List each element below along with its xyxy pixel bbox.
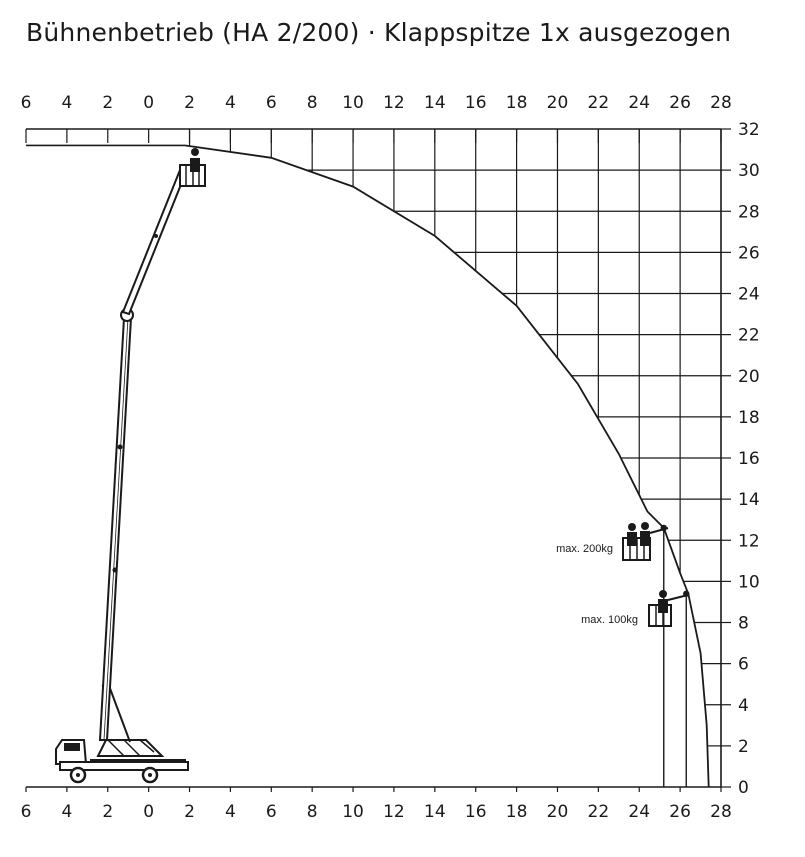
x-tick-label-top: 4: [224, 93, 236, 113]
y-tick-label: 22: [738, 325, 760, 346]
x-tick-label-top: 4: [61, 93, 73, 113]
load-limit-label: max. 100kg: [581, 614, 638, 626]
grid: [190, 129, 721, 746]
y-tick-label: 28: [738, 202, 760, 223]
x-tick-label-bottom: 26: [669, 802, 691, 822]
y-tick-label: 26: [738, 243, 760, 264]
page-title: Bühnenbetrieb (HA 2/200) · Klappspitze 1x ausgezogen: [26, 18, 732, 47]
x-tick-label-bottom: 20: [546, 802, 569, 822]
y-tick-label: 4: [738, 695, 749, 716]
truck-platform-illustration: [56, 148, 205, 782]
x-tick-label-top: 6: [265, 93, 277, 113]
x-tick-label-top: 6: [20, 93, 32, 113]
x-tick-label-bottom: 4: [61, 802, 73, 822]
y-tick-label: 16: [738, 449, 760, 469]
load-limit-point: [661, 525, 667, 531]
x-tick-label-bottom: 2: [184, 802, 195, 822]
x-tick-label-bottom: 24: [628, 802, 651, 822]
x-tick-label-top: 18: [505, 93, 528, 113]
x-tick-label-top: 24: [628, 93, 651, 113]
x-tick-label-bottom: 0: [143, 802, 155, 822]
x-tick-label-bottom: 28: [710, 802, 732, 822]
frame: [26, 129, 731, 792]
y-tick-label: 6: [738, 654, 749, 675]
x-tick-label-bottom: 6: [20, 802, 32, 822]
x-tick-label-top: 2: [184, 93, 195, 113]
working-envelope: [185, 146, 708, 788]
x-tick-label-top: 2: [102, 93, 114, 113]
y-tick-label: 18: [738, 407, 760, 428]
y-tick-label: 2: [738, 736, 749, 757]
x-tick-label-top: 14: [424, 93, 446, 113]
y-tick-label: 12: [738, 531, 760, 552]
x-tick-label-bottom: 12: [383, 802, 405, 822]
x-tick-label-bottom: 6: [265, 802, 277, 822]
y-tick-label: 30: [738, 161, 760, 182]
x-tick-label-top: 22: [587, 93, 610, 113]
load-limit-label: max. 200kg: [556, 543, 613, 555]
load-limit-markers: [556, 522, 689, 787]
jib-icon: [123, 170, 186, 314]
x-tick-label-bottom: 4: [224, 802, 236, 822]
y-tick-label: 8: [738, 613, 749, 634]
y-tick-label: 0: [738, 778, 749, 798]
x-tick-label-top: 16: [464, 93, 487, 113]
x-tick-label-bottom: 14: [424, 802, 446, 822]
y-tick-label: 14: [738, 490, 760, 511]
envelope-curve: [185, 146, 708, 788]
x-tick-label-bottom: 18: [505, 802, 528, 822]
x-tick-label-bottom: 2: [102, 802, 114, 822]
y-tick-label: 10: [738, 572, 760, 593]
x-tick-label-bottom: 10: [342, 802, 364, 822]
turntable-icon: [98, 740, 162, 756]
x-tick-label-top: 26: [669, 93, 691, 113]
x-tick-label-top: 12: [383, 93, 405, 113]
x-tick-label-top: 10: [342, 93, 364, 113]
load-limit-point: [683, 591, 689, 597]
main-boom-icon: [100, 318, 131, 740]
x-tick-label-bottom: 16: [464, 802, 487, 822]
operator-icon: [191, 148, 199, 156]
y-tick-label: 24: [738, 284, 760, 305]
y-tick-label: 20: [738, 366, 760, 387]
x-tick-label-top: 8: [306, 93, 318, 113]
truck-window-icon: [64, 743, 80, 751]
x-tick-label-top: 20: [546, 93, 569, 113]
x-tick-label-bottom: 22: [587, 802, 610, 822]
x-tick-label-top: 0: [143, 93, 155, 113]
x-tick-label-bottom: 8: [306, 802, 318, 822]
y-tick-label: 32: [738, 120, 760, 140]
x-tick-label-top: 28: [710, 93, 732, 113]
